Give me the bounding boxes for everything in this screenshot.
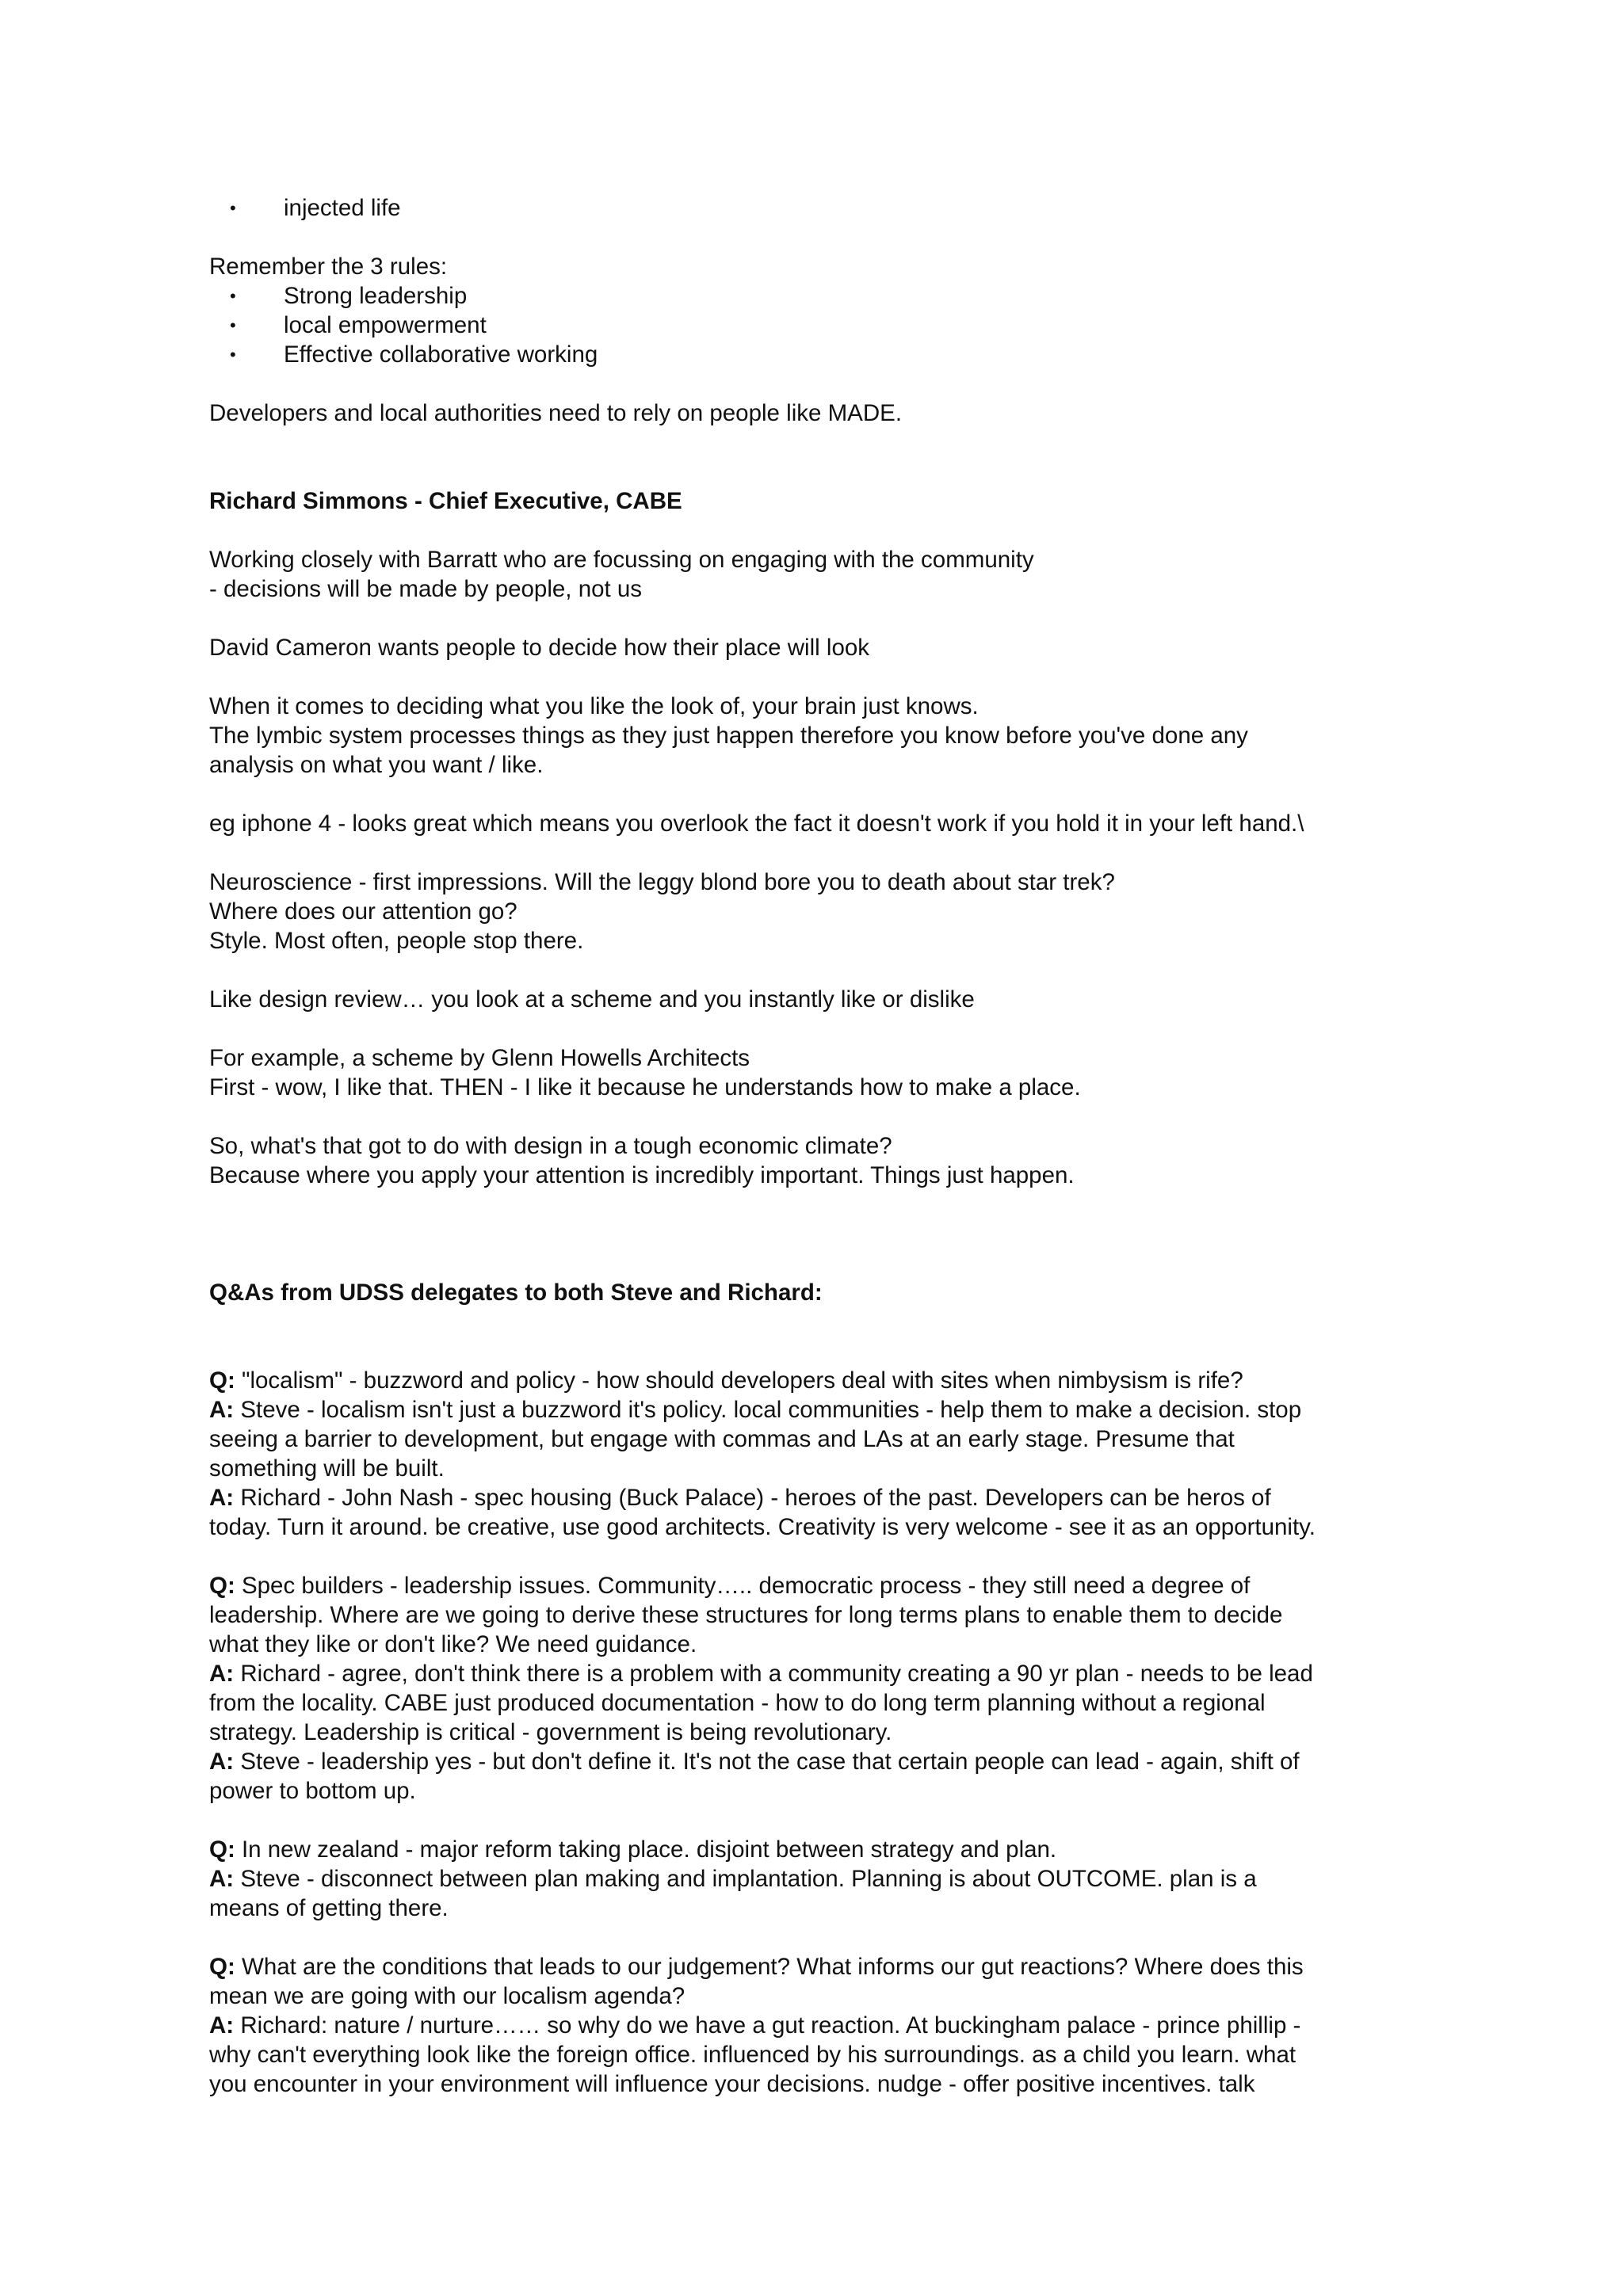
text-line: When it comes to deciding what you like the look of, your brain just knows. xyxy=(209,693,979,719)
text-line: what they like or don't like? We need guidance. xyxy=(209,1631,697,1657)
bullet-icon: • xyxy=(230,198,236,218)
answer-label: A: xyxy=(209,2012,235,2039)
bullet-icon: • xyxy=(230,286,236,306)
question-line: Q: What are the conditions that leads to our judgement? What informs our gut reactions? Where does this xyxy=(209,1954,1304,1980)
text-line: Neuroscience - first impressions. Will the leggy blond bore you to death about star trek? xyxy=(209,869,1115,895)
text-line: you encounter in your environment will influence your decisions. nudge - offer positive incentives. talk xyxy=(209,2071,1255,2097)
list-item xyxy=(209,340,1445,369)
question-line: Q: "localism" - buzzword and policy - how should developers deal with sites when nimbysism is rife? xyxy=(209,1367,1243,1394)
text-line: today. Turn it around. be creative, use good architects. Creativity is very welcome - see it as an opportunity. xyxy=(209,1514,1316,1540)
answer-line: A: Steve - leadership yes - but don't define it. It's not the case that certain people can lead - again, shift of xyxy=(209,1749,1300,1775)
text-line: Like design review… you look at a scheme and you instantly like or dislike xyxy=(209,986,975,1013)
answer-line: A: Richard - John Nash - spec housing (Buck Palace) - heroes of the past. Developers can be heros of xyxy=(209,1485,1271,1511)
text-line: Style. Most often, people stop there. xyxy=(209,928,584,954)
developers-line: Developers and local authorities need to rely on people like MADE. xyxy=(209,400,903,426)
answer-label: A: xyxy=(209,1661,235,1687)
question-label: Q: xyxy=(209,1954,235,1980)
text-line: First - wow, I like that. THEN - I like it because he understands how to make a place. xyxy=(209,1074,1081,1100)
document-page xyxy=(209,193,1445,2099)
text-line: seeing a barrier to development, but engage with commas and LAs at an early stage. Presume that xyxy=(209,1426,1235,1452)
text-line: eg iphone 4 - looks great which means you overlook the fact it doesn't work if you hold it in your left hand.\ xyxy=(209,810,1304,837)
answer-label: A: xyxy=(209,1866,235,1892)
text-line: means of getting there. xyxy=(209,1895,449,1921)
answer-line: A: Steve - localism isn't just a buzzword it's policy. local communities - help them to make a decision. stop xyxy=(209,1397,1302,1423)
answer-label: A: xyxy=(209,1397,235,1423)
bullet-icon: • xyxy=(230,315,236,335)
text-line: Where does our attention go? xyxy=(209,898,517,925)
text-line: strategy. Leadership is critical - government is being revolutionary. xyxy=(209,1719,892,1745)
text-line: The lymbic system processes things as they just happen therefore you know before you've done any xyxy=(209,723,1248,749)
question-line: Q: Spec builders - leadership issues. Community….. democratic process - they still need a degree of xyxy=(209,1573,1251,1599)
text-line: David Cameron wants people to decide how their place will look xyxy=(209,635,870,661)
text-line: power to bottom up. xyxy=(209,1778,416,1804)
speaker-heading: Richard Simmons - Chief Executive, CABE xyxy=(209,488,682,514)
list-item xyxy=(209,193,1445,223)
text-line: Working closely with Barratt who are focussing on engaging with the community xyxy=(209,547,1034,573)
text-line: For example, a scheme by Glenn Howells Architects xyxy=(209,1045,750,1071)
answer-label: A: xyxy=(209,1485,235,1511)
bullet-icon: • xyxy=(230,345,236,364)
answer-line: A: Richard - agree, don't think there is a problem with a community creating a 90 yr plan - needs to be lead xyxy=(209,1661,1313,1687)
list-item-text: Effective collaborative working xyxy=(284,341,598,368)
text-line: something will be built. xyxy=(209,1455,445,1482)
text-line: analysis on what you want / like. xyxy=(209,752,544,778)
list-item-text: injected life xyxy=(284,195,401,221)
question-line: Q: In new zealand - major reform taking place. disjoint between strategy and plan. xyxy=(209,1836,1057,1863)
text-line: So, what's that got to do with design in a tough economic climate? xyxy=(209,1133,892,1159)
text-line: leadership. Where are we going to derive these structures for long terms plans to enable them to decide xyxy=(209,1602,1283,1628)
qa-heading: Q&As from UDSS delegates to both Steve and Richard: xyxy=(209,1280,823,1306)
answer-line: A: Steve - disconnect between plan making and implantation. Planning is about OUTCOME. plan is a xyxy=(209,1866,1257,1892)
list-item-text: local empowerment xyxy=(284,312,487,338)
list-item-text: Strong leadership xyxy=(284,283,468,309)
text-line: mean we are going with our localism agenda? xyxy=(209,1983,685,2009)
list-item xyxy=(209,281,1445,311)
text-line: Because where you apply your attention is incredibly important. Things just happen. xyxy=(209,1162,1075,1188)
text-line: from the locality. CABE just produced documentation - how to do long term planning without a regional xyxy=(209,1690,1266,1716)
text-line: - decisions will be made by people, not us xyxy=(209,576,643,602)
rules-intro: Remember the 3 rules: xyxy=(209,254,448,280)
question-label: Q: xyxy=(209,1836,235,1863)
answer-line: A: Richard: nature / nurture…… so why do we have a gut reaction. At buckingham palace - prince phillip - xyxy=(209,2012,1301,2039)
answer-label: A: xyxy=(209,1749,235,1775)
question-label: Q: xyxy=(209,1367,235,1394)
list-item xyxy=(209,311,1445,340)
question-label: Q: xyxy=(209,1573,235,1599)
text-line: why can't everything look like the foreign office. influenced by his surroundings. as a child you learn. what xyxy=(209,2042,1296,2068)
